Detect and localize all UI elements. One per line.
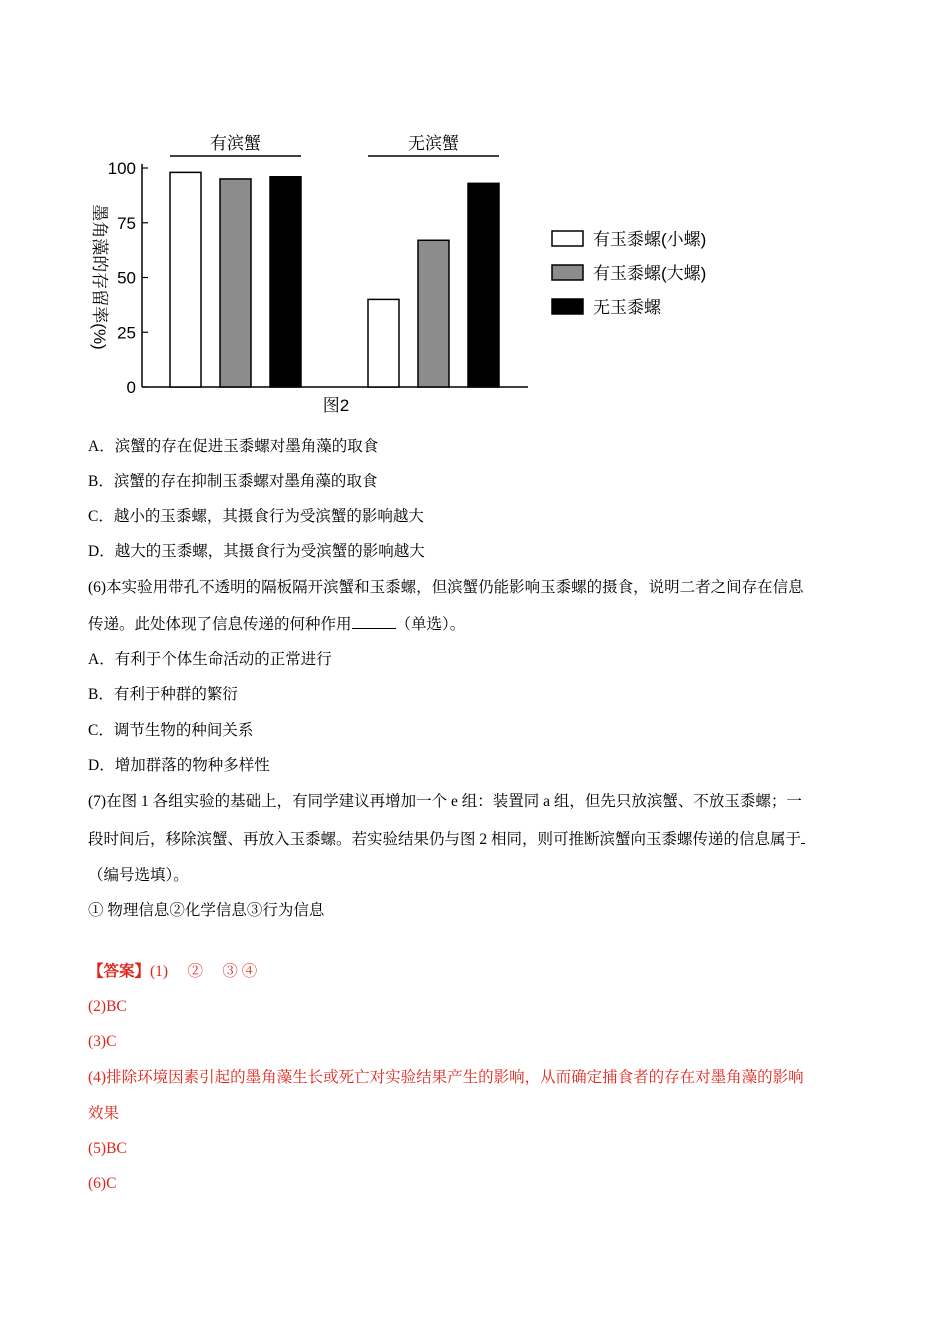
answer-2: (2)BC — [88, 998, 127, 1015]
legend-swatch — [552, 299, 583, 314]
bar — [418, 240, 449, 387]
q5-option-b: B．滨蟹的存在抑制玉黍螺对墨角藻的取食 — [88, 473, 378, 490]
q5-option-a: A．滨蟹的存在促进玉黍螺对墨角藻的取食 — [88, 438, 379, 455]
q7-stem-line1: (7)在图 1 各组实验的基础上，有同学建议再增加一个 e 组：装置同 a 组，但先只放滨蟹、不放玉黍螺；一 — [88, 793, 802, 810]
bar — [170, 172, 201, 387]
q5-option-c: C．越小的玉黍螺，其摄食行为受滨蟹的影响越大 — [88, 508, 424, 525]
legend-swatch — [552, 265, 583, 280]
figure-caption: 图2 — [322, 396, 350, 415]
q5-option-d: D．越大的玉黍螺，其摄食行为受滨蟹的影响越大 — [88, 543, 425, 560]
answer-blank — [801, 829, 805, 844]
q7-choices: ① 物理信息②化学信息③行为信息 — [88, 902, 325, 919]
bar-chart-figure-2 — [80, 125, 760, 425]
y-tick-label: 100 — [107, 159, 136, 178]
answer-4-line2: 效果 — [88, 1105, 120, 1122]
legend-swatch — [552, 231, 583, 246]
legend-label: 无玉黍螺 — [593, 298, 661, 317]
answer-blank — [352, 614, 396, 629]
legend-label: 有玉黍螺(小螺) — [593, 230, 707, 249]
y-tick-label: 75 — [117, 213, 136, 233]
bar — [220, 179, 251, 387]
bar — [368, 299, 399, 387]
answer-3: (3)C — [88, 1033, 117, 1050]
bar — [468, 183, 499, 387]
q6-option-b: B．有利于种群的繁衍 — [88, 686, 238, 703]
group-header: 有滨蟹 — [210, 134, 261, 153]
bar — [270, 177, 301, 387]
answer-4-line1: (4)排除环境因素引起的墨角藻生长或死亡对实验结果产生的影响，从而确定捕食者的存在对墨角藻的影响 — [88, 1069, 804, 1086]
y-axis-label: 墨角藻的存留率(%) — [90, 204, 109, 350]
q7-stem-line2: 段时间后，移除滨蟹、再放入玉黍螺。若实验结果仍与图 2 相同，则可推断滨蟹向玉黍螺传递的信息属于 — [88, 829, 878, 850]
legend-label: 有玉黍螺(大螺) — [593, 264, 707, 283]
y-tick-label: 0 — [126, 378, 136, 397]
q6-option-c: C．调节生物的种间关系 — [88, 722, 254, 739]
q6-stem-line2: 传递。此处体现了信息传递的何种作用 （单选）。 — [88, 616, 466, 633]
answer-5: (5)BC — [88, 1140, 127, 1157]
q7-stem-line3: （编号选填）。 — [88, 867, 189, 884]
q6-stem-line1: (6)本实验用带孔不透明的隔板隔开滨蟹和玉黍螺，但滨蟹仍能影响玉黍螺的摄食，说明二者之间存在信息 — [88, 579, 804, 596]
answer-6: (6)C — [88, 1175, 117, 1192]
answer-1: 【答案】(1) ② ③ ④ — [88, 963, 258, 980]
y-tick-label: 25 — [117, 323, 136, 343]
group-header: 无滨蟹 — [408, 134, 459, 153]
q6-option-a: A．有利于个体生命活动的正常进行 — [88, 651, 332, 668]
y-tick-label: 50 — [117, 268, 136, 288]
q6-option-d: D．增加群落的物种多样性 — [88, 757, 270, 774]
